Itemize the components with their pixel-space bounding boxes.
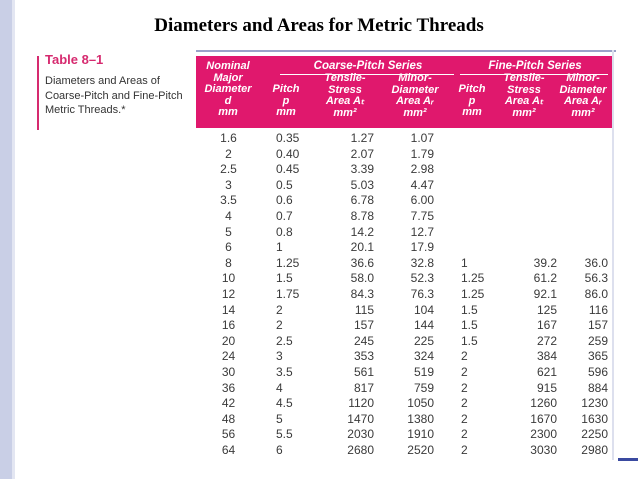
cell-coarse-minor-area: 1.79 xyxy=(410,146,434,161)
cell-coarse-tensile-area: 1120 xyxy=(348,396,374,411)
cell-fine-tensile-area: 1670 xyxy=(530,411,557,426)
cell-coarse-pitch: 0.40 xyxy=(276,146,300,161)
cell-coarse-tensile-area: 157 xyxy=(353,318,374,333)
table-row xyxy=(196,271,612,287)
cell-fine-tensile-area: 1260 xyxy=(530,396,557,411)
cell-coarse-minor-area: 1.07 xyxy=(410,131,434,145)
table-row xyxy=(196,147,612,163)
cell-coarse-minor-area: 2520 xyxy=(407,443,434,457)
cell-fine-minor-area: 596 xyxy=(587,365,608,379)
cell-nominal-diameter: 36 xyxy=(221,380,236,395)
cell-coarse-minor-area: 76.3 xyxy=(410,287,434,301)
table-row xyxy=(196,412,612,428)
cell-fine-pitch: 2 xyxy=(461,443,468,457)
cell-coarse-pitch: 5.5 xyxy=(276,427,293,442)
cell-fine-minor-area: 1230 xyxy=(581,396,608,411)
cell-coarse-tensile-area: 2.07 xyxy=(350,146,374,161)
cell-coarse-tensile-area: 115 xyxy=(354,302,374,317)
table-row xyxy=(196,240,612,256)
cell-fine-pitch: 1.25 xyxy=(461,271,485,286)
cell-fine-minor-area: 2980 xyxy=(581,443,608,457)
cell-nominal-diameter: 4 xyxy=(225,209,232,223)
cell-nominal-diameter: 56 xyxy=(221,427,236,442)
slide-title: Diameters and Areas for Metric Threads xyxy=(154,15,484,36)
cell-coarse-tensile-area: 1470 xyxy=(347,411,374,426)
cell-coarse-pitch: 1 xyxy=(276,240,283,255)
cell-fine-minor-area: 1630 xyxy=(581,411,608,426)
cell-coarse-pitch: 0.6 xyxy=(276,193,293,208)
cell-nominal-diameter: 1.6 xyxy=(220,131,237,145)
cell-coarse-tensile-area: 1.27 xyxy=(350,131,374,145)
cell-fine-tensile-area: 3030 xyxy=(530,443,557,457)
table-row xyxy=(196,365,612,381)
cell-coarse-minor-area: 759 xyxy=(413,380,434,395)
cell-fine-pitch: 2 xyxy=(461,380,468,395)
cell-fine-tensile-area: 92.1 xyxy=(533,287,557,301)
cell-fine-minor-area: 116 xyxy=(588,302,608,317)
cell-coarse-tensile-area: 353 xyxy=(353,349,374,364)
slide-left-bar-inner xyxy=(12,0,15,479)
cell-nominal-diameter: 6 xyxy=(225,240,232,255)
cell-fine-pitch: 2 xyxy=(461,427,468,442)
table-header xyxy=(196,56,612,128)
cell-coarse-minor-area: 52.3 xyxy=(410,271,434,286)
cell-fine-tensile-area: 915 xyxy=(536,380,557,395)
cell-coarse-minor-area: 12.7 xyxy=(410,224,434,239)
cell-nominal-diameter: 10 xyxy=(221,271,236,286)
table-row xyxy=(196,303,612,319)
cell-coarse-tensile-area: 20.1 xyxy=(350,240,374,255)
caption-description: Diameters and Areas of Coarse-Pitch and Fine-Pitch Metric Threads.* xyxy=(45,75,183,116)
cell-nominal-diameter: 2.5 xyxy=(220,162,237,177)
slide-corner-mark xyxy=(618,458,638,461)
cell-coarse-minor-area: 17.9 xyxy=(410,240,434,255)
cell-fine-tensile-area: 125 xyxy=(536,302,557,317)
column-header-coarse-minor-area: Minor- Diameter Area Aᵣ mm² xyxy=(391,72,439,119)
cell-coarse-tensile-area: 36.6 xyxy=(350,255,374,270)
table-row xyxy=(196,193,612,209)
cell-nominal-diameter: 14 xyxy=(221,302,236,317)
table-row xyxy=(196,318,612,334)
table-row xyxy=(196,349,612,365)
cell-coarse-minor-area: 324 xyxy=(413,349,434,364)
cell-coarse-pitch: 4 xyxy=(276,380,283,395)
cell-coarse-pitch: 6 xyxy=(276,443,283,457)
cell-coarse-tensile-area: 14.2 xyxy=(350,224,374,239)
cell-coarse-minor-area: 6.00 xyxy=(410,193,434,208)
column-header-coarse-tensile-area: Tensile- Stress Area Aₜ mm² xyxy=(324,72,366,119)
column-header-coarse-pitch: Pitch p mm xyxy=(272,83,300,118)
cell-coarse-minor-area: 7.75 xyxy=(410,209,434,223)
table-row xyxy=(196,131,612,147)
cell-fine-pitch: 1.5 xyxy=(461,318,478,333)
cell-coarse-minor-area: 4.47 xyxy=(410,177,434,192)
cell-fine-pitch: 2 xyxy=(461,349,468,364)
cell-fine-pitch: 2 xyxy=(461,365,468,379)
cell-nominal-diameter: 3 xyxy=(225,177,232,192)
cell-coarse-pitch: 2.5 xyxy=(276,333,293,348)
cell-fine-pitch: 2 xyxy=(461,411,468,426)
column-header-nominal-diameter: Nominal Major Diameter d mm xyxy=(204,60,252,118)
table-row xyxy=(196,334,612,350)
cell-fine-minor-area: 36.0 xyxy=(584,255,608,270)
table-row xyxy=(196,443,612,459)
cell-fine-tensile-area: 167 xyxy=(536,318,557,333)
caption-label: Table 8–1 xyxy=(45,52,104,67)
cell-coarse-minor-area: 104 xyxy=(413,302,434,317)
table-row xyxy=(196,225,612,241)
cell-nominal-diameter: 3.5 xyxy=(220,193,237,208)
cell-nominal-diameter: 24 xyxy=(221,349,236,364)
table-row xyxy=(196,381,612,397)
cell-coarse-tensile-area: 817 xyxy=(353,380,374,395)
cell-coarse-minor-area: 1910 xyxy=(407,427,434,442)
cell-fine-pitch: 1 xyxy=(461,255,468,270)
cell-fine-minor-area: 56.3 xyxy=(584,271,608,286)
cell-coarse-tensile-area: 84.3 xyxy=(350,287,374,301)
cell-nominal-diameter: 12 xyxy=(221,287,236,301)
table-row xyxy=(196,256,612,272)
cell-nominal-diameter: 2 xyxy=(225,146,232,161)
table-row xyxy=(196,209,612,225)
cell-nominal-diameter: 64 xyxy=(221,443,236,457)
cell-coarse-pitch: 0.7 xyxy=(276,209,293,223)
group-header-fine: Fine-Pitch Series xyxy=(488,60,582,72)
table-row xyxy=(196,178,612,194)
column-header-fine-minor-area: Minor- Diameter Area Aᵣ mm² xyxy=(559,72,607,119)
slide-left-bar xyxy=(0,0,12,479)
cell-fine-tensile-area: 621 xyxy=(536,365,557,379)
cell-coarse-minor-area: 519 xyxy=(413,365,434,379)
cell-fine-minor-area: 86.0 xyxy=(584,287,608,301)
cell-coarse-tensile-area: 5.03 xyxy=(350,177,374,192)
cell-coarse-pitch: 3.5 xyxy=(276,365,293,379)
cell-fine-pitch: 1.5 xyxy=(461,302,478,317)
cell-fine-minor-area: 2250 xyxy=(581,427,608,442)
cell-coarse-minor-area: 1050 xyxy=(407,396,434,411)
cell-fine-minor-area: 157 xyxy=(587,318,608,333)
cell-coarse-pitch: 1.5 xyxy=(276,271,293,286)
cell-coarse-minor-area: 144 xyxy=(413,318,434,333)
caption-accent-bar xyxy=(37,56,39,130)
cell-fine-minor-area: 365 xyxy=(587,349,608,364)
top-divider xyxy=(196,50,616,52)
cell-coarse-tensile-area: 245 xyxy=(353,333,374,348)
cell-coarse-tensile-area: 2030 xyxy=(347,427,374,442)
table-row xyxy=(196,396,612,412)
column-header-fine-tensile-area: Tensile- Stress Area Aₜ mm² xyxy=(503,72,545,119)
cell-fine-pitch: 2 xyxy=(461,396,468,411)
cell-nominal-diameter: 30 xyxy=(221,365,236,379)
column-header-fine-pitch: Pitch p mm xyxy=(458,83,486,118)
cell-coarse-pitch: 3 xyxy=(276,349,283,364)
cell-coarse-tensile-area: 8.78 xyxy=(350,209,374,223)
table-row xyxy=(196,287,612,303)
cell-coarse-pitch: 5 xyxy=(276,411,283,426)
cell-coarse-tensile-area: 6.78 xyxy=(350,193,374,208)
cell-coarse-pitch: 2 xyxy=(276,302,283,317)
group-header-coarse: Coarse-Pitch Series xyxy=(313,60,423,72)
cell-coarse-pitch: 2 xyxy=(276,318,283,333)
cell-nominal-diameter: 8 xyxy=(225,255,232,270)
cell-fine-pitch: 1.25 xyxy=(461,287,485,301)
cell-nominal-diameter: 16 xyxy=(221,318,236,333)
right-divider xyxy=(612,50,614,460)
cell-coarse-tensile-area: 58.0 xyxy=(350,271,374,286)
cell-fine-tensile-area: 384 xyxy=(536,349,557,364)
cell-fine-tensile-area: 2300 xyxy=(530,427,557,442)
cell-nominal-diameter: 42 xyxy=(221,396,236,411)
cell-coarse-minor-area: 32.8 xyxy=(410,255,434,270)
cell-coarse-pitch: 0.45 xyxy=(276,162,300,177)
cell-coarse-pitch: 4.5 xyxy=(276,396,293,411)
cell-nominal-diameter: 20 xyxy=(221,333,236,348)
cell-fine-minor-area: 884 xyxy=(587,380,608,395)
cell-coarse-pitch: 1.25 xyxy=(276,255,300,270)
cell-fine-minor-area: 259 xyxy=(587,333,608,348)
cell-coarse-minor-area: 1380 xyxy=(407,411,434,426)
cell-coarse-tensile-area: 2680 xyxy=(347,443,374,457)
cell-fine-tensile-area: 61.2 xyxy=(533,271,557,286)
cell-nominal-diameter: 48 xyxy=(221,411,236,426)
cell-fine-tensile-area: 39.2 xyxy=(533,255,557,270)
cell-fine-pitch: 1.5 xyxy=(461,333,478,348)
cell-coarse-minor-area: 225 xyxy=(413,333,434,348)
cell-coarse-pitch: 0.35 xyxy=(276,131,300,145)
cell-nominal-diameter: 5 xyxy=(225,224,232,239)
cell-coarse-pitch: 1.75 xyxy=(276,287,300,301)
cell-coarse-minor-area: 2.98 xyxy=(410,162,434,177)
cell-coarse-pitch: 0.8 xyxy=(276,224,293,239)
table-row xyxy=(196,162,612,178)
table-row xyxy=(196,427,612,443)
cell-coarse-tensile-area: 561 xyxy=(353,365,374,379)
cell-coarse-tensile-area: 3.39 xyxy=(350,162,374,177)
cell-fine-tensile-area: 272 xyxy=(536,333,557,348)
cell-coarse-pitch: 0.5 xyxy=(276,177,293,192)
